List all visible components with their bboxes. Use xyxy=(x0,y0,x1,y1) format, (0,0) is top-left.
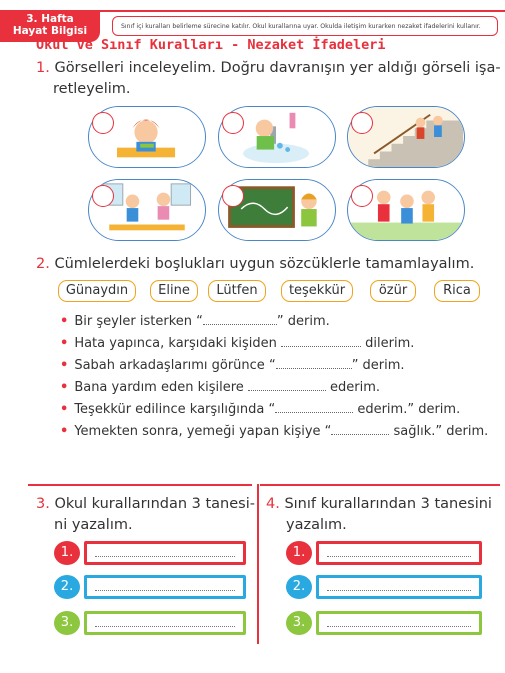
q4-item-1-number: 1. xyxy=(286,541,312,565)
q1-text xyxy=(36,58,501,79)
q3-line1: Okul kurallarından 3 tanesi- xyxy=(54,496,255,512)
q4-line2: yazalım. xyxy=(286,517,347,533)
q4-item-2-number: 2. xyxy=(286,575,312,599)
q1-line1: Görselleri inceleyelim. Doğru davranışın yer aldığı görseli işa- xyxy=(54,60,501,76)
blank-6[interactable] xyxy=(331,424,389,435)
sentence-5: • Teşekkür edilince karşılığında “ ederim.” derim. xyxy=(60,402,461,417)
word-chip-rica: Rica xyxy=(434,280,480,302)
answer-circle-3[interactable] xyxy=(351,112,373,134)
blank-5[interactable] xyxy=(275,402,353,413)
q3-answer-3[interactable] xyxy=(84,611,246,635)
answer-circle-2[interactable] xyxy=(222,112,244,134)
q3-answer-1[interactable] xyxy=(84,541,246,565)
q4-answer-2[interactable] xyxy=(316,575,482,599)
blank-3[interactable] xyxy=(276,358,352,369)
q3-item-3-number: 3. xyxy=(54,611,80,635)
q3-item-1-number: 1. xyxy=(54,541,80,565)
word-chip-lutfen: Lütfen xyxy=(208,280,266,302)
q2-number: 2. xyxy=(36,256,50,272)
q4-answer-1[interactable] xyxy=(316,541,482,565)
sentence-2: • Hata yapınca, karşıdaki kişiden dilerim. xyxy=(60,336,415,351)
q3-answer-2[interactable] xyxy=(84,575,246,599)
answer-circle-4[interactable] xyxy=(92,185,114,207)
sentence-4: • Bana yardım eden kişilere ederim. xyxy=(60,380,381,395)
section-divider-right xyxy=(260,484,500,486)
page-title: Okul ve Sınıf Kuralları - Nezaket İfadeleri xyxy=(36,37,386,53)
blank-2[interactable] xyxy=(281,336,361,347)
q3-text xyxy=(36,494,255,515)
word-chip-ozur: özür xyxy=(370,280,416,302)
q2-instruction: Cümlelerdeki boşlukları uygun sözcüklerle tamamlayalım. xyxy=(54,256,475,272)
answer-circle-6[interactable] xyxy=(351,185,373,207)
word-chip-eline: Eline xyxy=(150,280,198,302)
q4-text xyxy=(266,494,492,515)
week-label: 3. Hafta xyxy=(26,13,74,25)
q3-number: 3. xyxy=(36,496,50,512)
q3-item-2-number: 2. xyxy=(54,575,80,599)
blank-4[interactable] xyxy=(248,380,326,391)
subject-label: Hayat Bilgisi xyxy=(12,25,88,37)
q4-number: 4. xyxy=(266,496,280,512)
answer-circle-1[interactable] xyxy=(92,112,114,134)
q3-line2: ni yazalım. xyxy=(54,517,133,533)
q4-item-3-number: 3. xyxy=(286,611,312,635)
answer-circle-5[interactable] xyxy=(222,185,244,207)
sentence-6: • Yemekten sonra, yemeği yapan kişiye “ sağlık.” derim. xyxy=(60,424,489,439)
learning-objective: Sınıf içi kuralları belirleme sürecine katılır. Okul kurallarına uyar. Okulda iletişim kurarken nezaket ifadelerini kullanır. xyxy=(112,16,498,36)
word-chip-gunaydin: Günaydın xyxy=(58,280,136,302)
sentence-1: • Bir şeyler isterken “ ” derim. xyxy=(60,314,330,329)
q2-text xyxy=(36,254,474,275)
q4-line1: Sınıf kurallarından 3 tanesini xyxy=(284,496,492,512)
word-chip-tesekkur: teşekkür xyxy=(281,280,353,302)
q1-number: 1. xyxy=(36,60,50,76)
q4-answer-3[interactable] xyxy=(316,611,482,635)
sentence-3: • Sabah arkadaşlarımı görünce “ ” derim. xyxy=(60,358,405,373)
column-divider xyxy=(257,484,259,644)
section-divider-left xyxy=(28,484,252,486)
q1-line2: retleyelim. xyxy=(53,81,131,97)
blank-1[interactable] xyxy=(203,314,277,325)
